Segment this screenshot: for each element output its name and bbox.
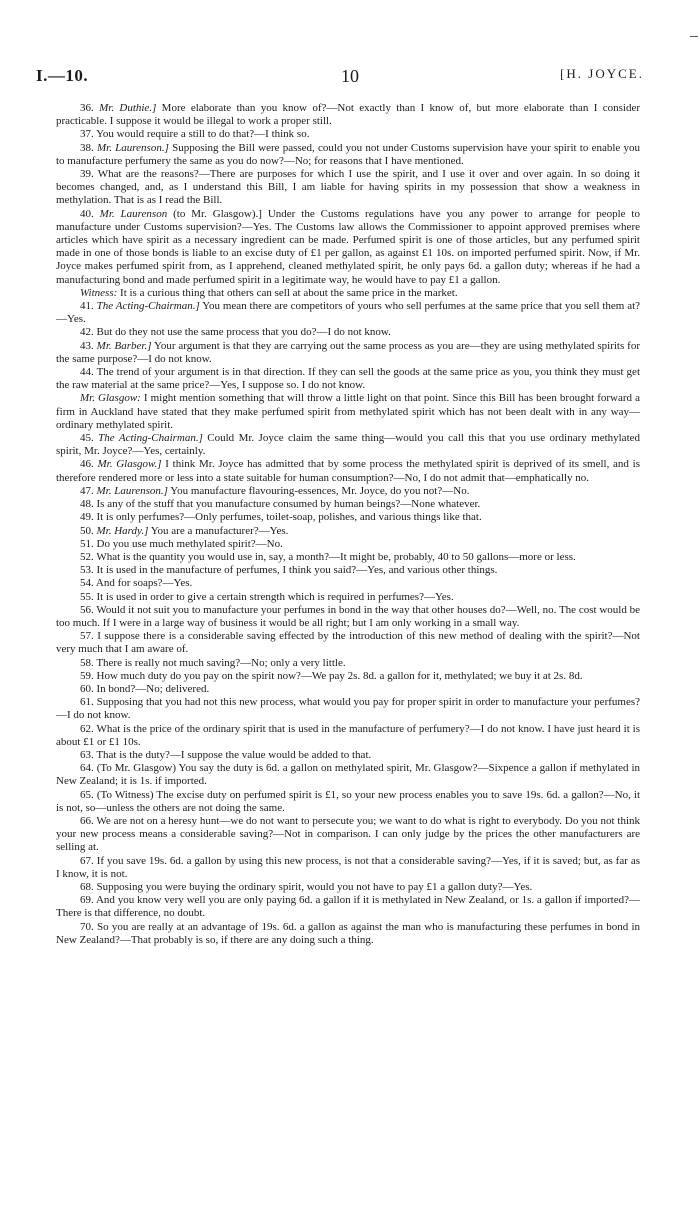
question-number: 60. — [80, 682, 97, 695]
evidence-paragraph — [56, 723, 640, 749]
evidence-paragraph — [56, 392, 640, 432]
paragraph-text: Supposing that you had not this new process, what would you pay for proper spirit in order to manufacture your perfumes?—I do not know. — [56, 696, 640, 722]
question-number: 47. — [80, 484, 97, 497]
speaker-name: Mr. Hardy.] — [96, 524, 149, 537]
evidence-paragraph — [56, 142, 640, 168]
paragraph-text: It is only perfumes?—Only perfumes, toilet-soap, polishes, and various things like that. — [96, 511, 482, 524]
question-number: 65. — [80, 788, 97, 801]
evidence-paragraph — [56, 921, 640, 947]
speaker-name: Mr. Barber.] — [96, 339, 152, 352]
evidence-paragraph — [56, 538, 640, 551]
paragraph-text: You are a manufacturer?—Yes. — [148, 524, 289, 537]
evidence-paragraph — [56, 287, 640, 300]
question-number: 41. — [80, 300, 97, 313]
question-number: 68. — [80, 880, 97, 893]
paragraph-text: If you save 19s. 6d. a gallon by using this new process, is not that a considerable saving?—Yes, if it is saved; but, as far as I know, it is not. — [56, 854, 640, 880]
question-number: 58. — [80, 656, 97, 669]
speaker-name: The Acting-Chairman.] — [96, 300, 200, 313]
paragraph-text: You mean there are competitors of yours who sell perfumes at the same price that you sell them at?—Yes. — [56, 300, 641, 326]
speaker-name: Mr. Duthie.] — [99, 102, 157, 114]
paragraph-text: And you know very well you are only paying 6d. a gallon if it is methylated in New Zealand, or 1s. a gallon if imported?—There is that difference, no doubt. — [56, 894, 640, 920]
question-number: 46. — [80, 458, 98, 471]
paragraph-text: And for soaps?—Yes. — [95, 577, 193, 590]
paragraph-text: Your argument is that they are carrying out the same process as you are—they are using methylated spirits for the same purpose?—I do not know. — [56, 339, 640, 365]
evidence-paragraph — [56, 168, 640, 208]
evidence-paragraph — [56, 340, 640, 366]
evidence-paragraph — [56, 458, 640, 484]
question-number: 38. — [80, 141, 97, 154]
evidence-paragraph — [56, 696, 640, 722]
evidence-paragraph — [56, 485, 640, 498]
evidence-paragraph — [56, 657, 640, 670]
evidence-paragraph — [56, 300, 640, 326]
question-number: 56. — [80, 603, 97, 616]
question-number: 61. — [80, 696, 97, 709]
question-number: 43. — [80, 339, 97, 352]
evidence-paragraph — [56, 683, 640, 696]
paragraph-text: What is the quantity you would use in, say, a month?—It might be, probably, 40 to 50 gallons—more or less. — [96, 550, 576, 563]
paragraph-text: (To Witness) The excise duty on perfumed spirit is £1, so your new process enables you to save 19s. 6d. a gallon?—No, it is not, so—unless the others are not doing the same. — [56, 788, 640, 814]
paragraph-text: That is the duty?—I suppose the value would be added to that. — [96, 748, 372, 761]
question-number: 66. — [80, 814, 97, 827]
question-number: 49. — [80, 511, 97, 524]
paragraph-text: It is used in order to give a certain strength which is required in perfumes?—Yes. — [96, 590, 454, 603]
evidence-text — [56, 102, 640, 947]
paragraph-text: It is used in the manufacture of perfumes, I think you said?—Yes, and various other things. — [96, 564, 498, 577]
question-number: 69. — [80, 894, 96, 907]
question-number: 70. — [80, 920, 97, 933]
paragraph-text: You manufacture flavouring-essences, Mr. Joyce, do you not?—No. — [167, 484, 470, 497]
evidence-paragraph — [56, 551, 640, 564]
evidence-paragraph — [56, 894, 640, 920]
evidence-paragraph — [56, 762, 640, 788]
evidence-paragraph — [56, 591, 640, 604]
paragraph-text: In bond?—No; delivered. — [96, 682, 210, 695]
paragraph-text: It is a curious thing that others can sell at about the same price in the market. — [117, 286, 458, 299]
evidence-paragraph — [56, 366, 640, 392]
question-number: 39. — [80, 168, 98, 181]
evidence-paragraph — [56, 815, 640, 855]
edge-mark — [690, 36, 698, 37]
evidence-paragraph — [56, 498, 640, 511]
paragraph-text: How much duty do you pay on the spirit now?—We pay 2s. 8d. a gallon for it, methylated; we buy it at 2s. 8d. — [96, 669, 583, 682]
question-number: 63. — [80, 748, 97, 761]
question-number: 64. — [80, 762, 97, 775]
evidence-paragraph — [56, 749, 640, 762]
speaker-name: Mr. Laurenson.] — [96, 484, 168, 497]
question-number: 50. — [80, 524, 97, 537]
question-number: 45. — [80, 432, 99, 445]
paragraph-text: We are not on a heresy hunt—we do not want to persecute you; we want to do what is right to everybody. Do you not think your new process means a considerable saving?—Not in comparison. I can only judge by the prices the other manufacturers are selling at. — [56, 814, 640, 854]
evidence-paragraph — [56, 604, 640, 630]
paragraph-text: I suppose there is a considerable saving effected by the introduction of this new method of dealing with the spirit?—Not very much that I am aware of. — [56, 630, 640, 656]
question-number: 67. — [80, 854, 97, 867]
question-number: 40. — [80, 207, 100, 220]
paragraph-text: Supposing you were buying the ordinary spirit, would you not have to pay £1 a gallon duty?—Yes. — [96, 880, 533, 893]
evidence-paragraph — [56, 564, 640, 577]
paragraph-text: So you are really at an advantage of 19s. 6d. a gallon as against the man who is manufacturing these perfumes in bond in New Zealand?—That probably is so, if there are any doing such a thing. — [56, 920, 641, 946]
speaker-name: The Acting-Chairman.] — [98, 432, 203, 445]
question-number: 42. — [80, 326, 97, 339]
speaker-name: Mr. Glasgow: — [80, 392, 141, 405]
paragraph-text: What is the price of the ordinary spirit that is used in the manufacture of perfumery?—I do not know. I have just heard it is about £1 or £1 10s. — [56, 722, 640, 748]
evidence-paragraph — [56, 630, 640, 656]
paragraph-text: Do you use much methylated spirit?—No. — [96, 537, 283, 550]
witness-name-header: [H. JOYCE. — [560, 66, 644, 81]
evidence-paragraph — [56, 128, 640, 141]
question-number: 59. — [80, 669, 97, 682]
question-number: 36. — [80, 102, 100, 114]
paragraph-text: The trend of your argument is in that direction. If they can sell the goods at the same price as you, you think they must get the raw material at the same price?—Yes, I suppose so. I do not know. — [56, 366, 640, 392]
paragraph-text: I think Mr. Joyce has admitted that by some process the methylated spirit is deprived of its smell, and is therefore rendered more or less into a state suitable for human consumption?—No, I do not admit that—emphatically no. — [56, 458, 640, 484]
parliamentary-paper-code: I.—10. — [36, 66, 89, 85]
evidence-paragraph — [56, 670, 640, 683]
speaker-name: Witness: — [80, 286, 118, 299]
question-number: 51. — [80, 537, 97, 550]
paragraph-text: (To Mr. Glasgow) You say the duty is 6d. a gallon on methylated spirit, Mr. Glasgow?—Sixpence a gallon if methylated in New Zealand; it is 1s. if imported. — [56, 762, 641, 788]
speaker-name: Mr. Laurenson.] — [96, 141, 169, 154]
evidence-paragraph — [56, 208, 640, 287]
evidence-paragraph — [56, 789, 640, 815]
paragraph-text: I might mention something that will throw a little light on that point. Since this Bill has been brought forward a firm in Auckland have stated that they make perfumed spirit from methylated spirit which has not been dealt with in any way—ordinary methylated spirit. — [56, 392, 640, 431]
evidence-paragraph — [56, 881, 640, 894]
speaker-name: Mr. Glasgow.] — [97, 458, 162, 471]
evidence-paragraph — [56, 432, 640, 458]
question-number: 62. — [80, 722, 97, 735]
paragraph-text: Is any of the stuff that you manufacture consumed by human beings?—None whatever. — [96, 498, 481, 511]
question-number: 57. — [80, 630, 98, 643]
evidence-paragraph — [56, 326, 640, 339]
paragraph-text: There is really not much saving?—No; only a very little. — [96, 656, 346, 669]
paragraph-text: You would require a still to do that?—I think so. — [96, 128, 310, 141]
question-number: 54. — [80, 577, 96, 590]
question-number: 44. — [80, 366, 97, 379]
question-number: 37. — [80, 128, 97, 141]
paragraph-text: More elaborate than you know of?—Not exactly than I know of, but more elaborate than I consider practicable. I suppose it would be illegal to work a proper still. — [56, 102, 641, 128]
paragraph-text: Could Mr. Joyce claim the same thing—would you call this that you use ordinary methylated spirit, Mr. Joyce?—Yes, certainly. — [56, 432, 641, 458]
paragraph-text: (to Mr. Glasgow).] Under the Customs regulations have you any power to arrange for people to manufacture under Customs supervision?—Yes. The Customs law allows the Commissioner to appoint approved premises where articles which have spirit as a necessary ingredient can be made. Perfumed spirit is one of those articles, but any perfumed spirit made in one of those bonds is liable to an excise duty of £1 per gallon, as against £1 10s. on imported perfumed spirit. Now, if Mr. Joyce makes perfumed spirit from, as I apprehend, cleaned methylated spirit, he only pays 6d. a gallon duty; whereas if he had a manufacturing bond and made perfumed spirit in a legitimate way, he would have to pay £1 a gallon. — [56, 207, 640, 286]
evidence-paragraph — [56, 525, 640, 538]
paragraph-text: What are the reasons?—There are purposes for which I use the spirit, and I use it over and over again. In so doing it becomes changed, and, as I understand this Bill, I am liable for having spirits in my possession that show a weakness in methylation. That is as I read the Bill. — [56, 168, 640, 207]
paragraph-text: Would it not suit you to manufacture your perfumes in bond in the way that other houses do?—Well, no. The cost would be too much. If I were in a large way of business it would be all right; but I am only working in a small way. — [56, 603, 640, 629]
page-number: 10 — [341, 66, 359, 86]
evidence-paragraph — [56, 102, 640, 128]
paragraph-text: Supposing the Bill were passed, could you not under Customs supervision have your spirit to enable you to manufacture perfumery the same as you do now?—No; for reasons that I have mentioned. — [56, 141, 640, 167]
evidence-paragraph — [56, 511, 640, 524]
question-number: 53. — [80, 564, 97, 577]
question-number: 52. — [80, 550, 97, 563]
question-number: 48. — [80, 498, 97, 511]
speaker-name: Mr. Laurenson — [99, 207, 168, 220]
question-number: 55. — [80, 590, 97, 603]
paragraph-text: But do they not use the same process that you do?—I do not know. — [96, 326, 391, 339]
evidence-paragraph — [56, 577, 640, 590]
evidence-paragraph — [56, 855, 640, 881]
